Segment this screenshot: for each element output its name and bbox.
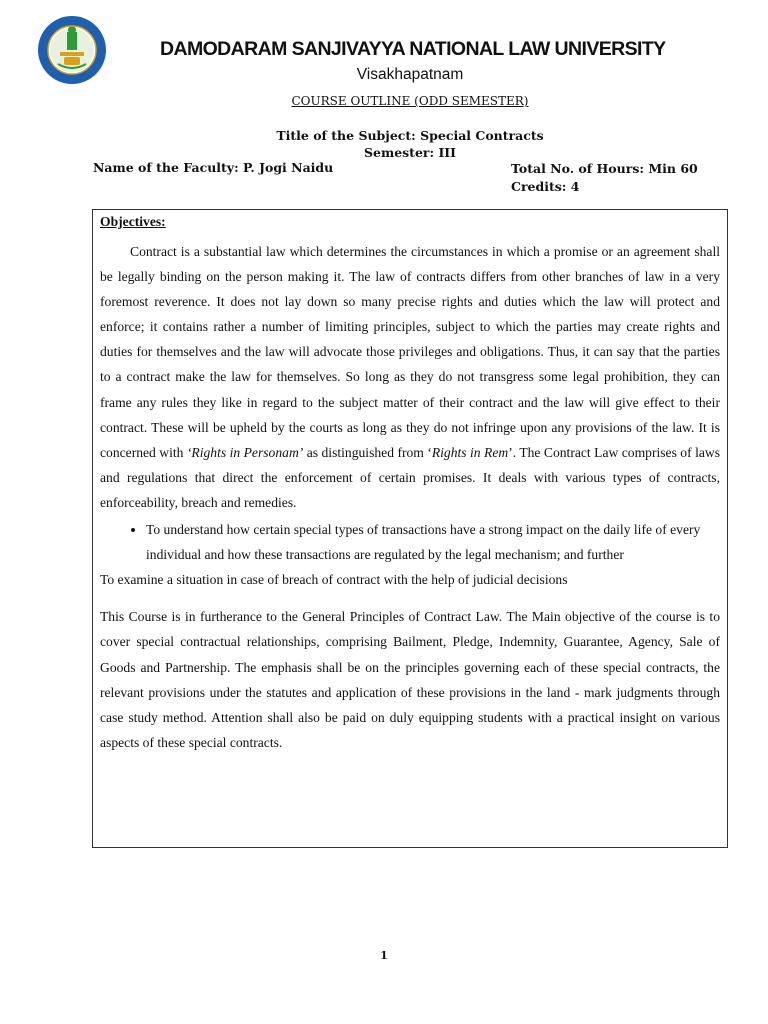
- university-seal-icon: [36, 12, 108, 88]
- objectives-heading: Objectives:: [100, 214, 166, 229]
- subject-block: [160, 127, 660, 161]
- course-furtherance-paragraph: This Course is in furtherance to the General Principles of Contract Law. The Main objective of the course is to cover special contractual relationships, comprising Bailment, Pledge, Indemnity, Guarantee, Agency, Sale of Goods and Partnership. The emphasis shall be on the principles governing each of these special contracts, the relevant provisions under the statutes and application of these provisions in the land - mark judgments through case study method. Attention shall also be paid on duly equipping students with a practical insight on various aspects of these special contracts.: [100, 609, 720, 750]
- para1-text-a: Contract is a substantial law which determines the circumstances in which a promise or an agreement shall be legally binding on the person making it. The law of contracts differs from other branches of law in a very foremost reverence. It does not lay down so many precise rights and duties which the law will protect and enforce; it contains rather a number of limiting principles, subject to which the parties may create rights and duties for themselves and the law will advocate those privileges and obligations. Thus, it can say that the parties to a contract make the law for themselves. So long as they do not transgress some legal prohibition, they can frame any rules they like in regard to the subject matter of their contract and the law will give effect to their contract. These will be upheld by the courts as long as they do not infringe upon any provisions of the law. It is concerned with: [100, 244, 720, 460]
- credits: Credits: 4: [511, 179, 580, 194]
- list-item: • To understand how certain special types of transactions have a strong impact on the daily life of every individual and how these transactions are regulated by the legal mechanism; and further: [146, 517, 720, 567]
- semester: Semester: III: [363, 145, 457, 160]
- hours-credits: [511, 160, 698, 196]
- university-city: Visakhapatnam: [356, 66, 464, 83]
- course-outline-title: COURSE OUTLINE (ODD SEMESTER): [291, 94, 529, 108]
- para1-text-c: ’. The Contract Law comprises of laws and regulations that direct the enforcement of certain promises. It deals with various types of contracts, enforceability, breach and remedies.: [100, 444, 720, 510]
- subject-title: Title of the Subject: Special Contracts: [276, 128, 544, 143]
- university-name: DAMODARAM SANJIVAYYA NATIONAL LAW UNIVERSITY: [160, 38, 666, 60]
- rights-in-rem: Rights in Rem: [431, 444, 509, 460]
- objectives-box: [92, 209, 728, 848]
- total-hours: Total No. of Hours: Min 60: [511, 161, 698, 176]
- university-logo: [36, 12, 108, 88]
- examine-line: To examine a situation in case of breach of contract with the help of judicial decisions: [100, 572, 568, 588]
- para1-text-b: as distinguished from ‘: [303, 444, 432, 460]
- objectives-paragraph: [100, 239, 720, 515]
- faculty-name: Name of the Faculty: P. Jogi Naidu: [93, 160, 334, 175]
- rights-in-personam: ‘Rights in Personam’: [186, 444, 304, 460]
- page-number: 1: [380, 949, 388, 962]
- objectives-bullets: [100, 517, 720, 567]
